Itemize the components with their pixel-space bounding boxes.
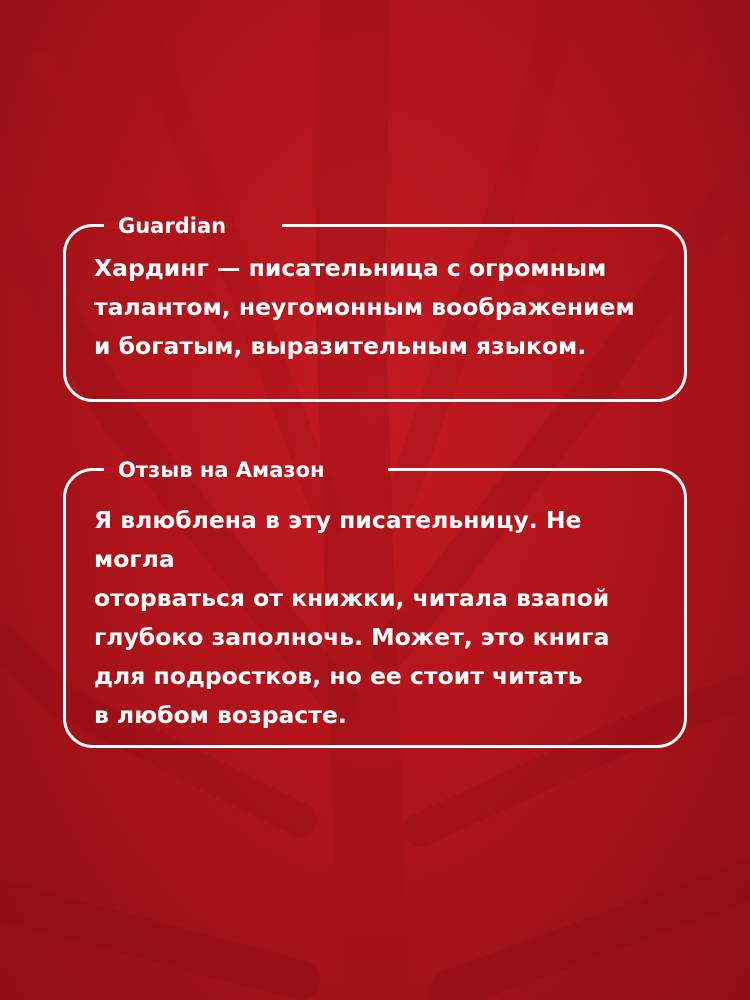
review-quote-text: Хардинг — писательница с огромным талантом, неугомонным воображением и богатым, выразительным языком. [94,254,635,360]
review-source-label: Guardian [118,214,227,238]
review-card-amazon [63,458,687,748]
review-quote-text: Я влюблена в эту писательницу. Не могла оторваться от книжки, читала взапой глубоко заполночь. Может, это книга для подростков, но ее стоит читать в любом возрасте. [94,506,610,729]
review-card-guardian [63,214,687,402]
review-source-label: Отзыв на Амазон [118,458,325,482]
